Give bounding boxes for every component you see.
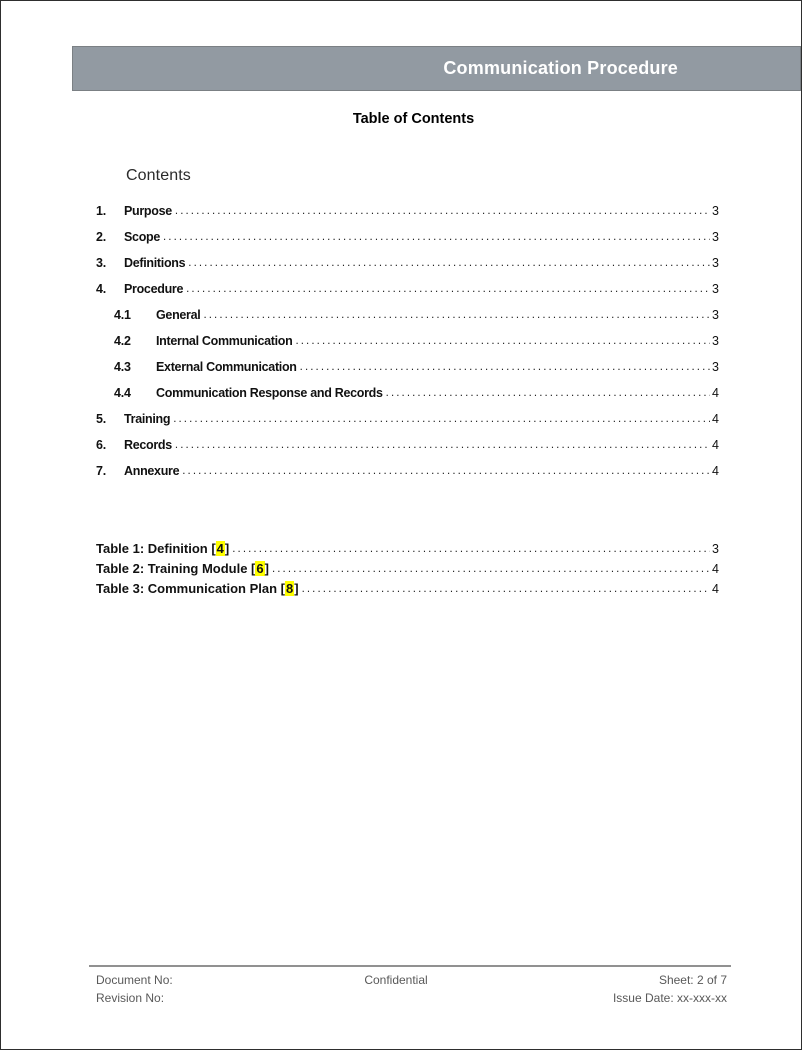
toc-entry[interactable] [96,296,719,322]
toc-entry-page: 4 [712,386,719,400]
toc-entry-page: 3 [712,256,719,270]
toc-entry-page: 4 [712,464,719,478]
toc-entry-number: 7. [96,464,107,478]
table-caption-ref-highlight: 6 [256,561,264,576]
document-no-label: Document No: [96,973,173,987]
toc-list [96,192,719,478]
toc-entry-page: 3 [712,308,719,322]
issue-date-label: Issue Date: xx-xxx-xx [612,991,727,1005]
toc-leader-dots [175,205,710,217]
toc-entry-label: Records [124,438,172,452]
page-footer [89,965,731,1007]
toc-entry-page: 3 [712,204,719,218]
toc-entry-number: 6. [96,438,107,452]
table-caption-ref-highlight: 4 [216,541,224,556]
table-caption-bracket-close: ] [224,541,230,556]
table-caption-entry[interactable] [96,576,719,596]
toc-entry[interactable] [96,452,719,478]
toc-entry-page: 4 [712,438,719,452]
table-caption-label: Table 3: Communication Plan [ [96,581,286,596]
toc-leader-dots [386,387,710,399]
toc-leader-dots [203,309,710,321]
table-caption-bracket-close: ] [294,581,299,596]
toc-entry-number: 4. [96,282,107,296]
toc-entry-label: Internal Communication [156,334,293,348]
toc-entry-number: 1. [96,204,107,218]
footer-center [290,971,502,1007]
document-title: Communication Procedure [443,58,678,78]
toc-entry-number: 4.1 [114,308,131,322]
toc-entry-page: 3 [712,360,719,374]
toc-entry-number: 3. [96,256,107,270]
toc-entry[interactable] [96,192,719,218]
toc-entry[interactable] [96,348,719,374]
revision-no-label: Revision No: [96,991,165,1005]
footer-left [89,971,304,1007]
toc-entry[interactable] [96,244,719,270]
toc-entry-number: 5. [96,412,107,426]
toc-entry-label: Definitions [124,256,186,270]
toc-leader-dots [173,413,710,425]
toc-entry-number: 2. [96,230,107,244]
confidential-label: Confidential [364,973,428,987]
toc-entry-label: Procedure [124,282,184,296]
toc-leader-dots [232,543,710,555]
table-caption-ref-highlight: 8 [286,581,294,596]
toc-entry-label: External Communication [156,360,297,374]
table-caption-entry[interactable] [96,556,719,576]
toc-entry-label: General [156,308,201,322]
toc-page-title: Table of Contents [352,111,475,127]
table-captions-list [96,536,719,596]
table-caption-bracket-close: ] [264,561,269,576]
toc-entry[interactable] [96,374,719,400]
toc-entry-label: Annexure [124,464,180,478]
toc-entry[interactable] [96,218,719,244]
toc-entry-page: 3 [712,282,719,296]
toc-entry-label: Training [124,412,171,426]
toc-entry[interactable] [96,400,719,426]
toc-leader-dots [295,335,710,347]
toc-entry-number: 4.2 [114,334,131,348]
table-caption-entry[interactable] [96,536,719,556]
table-caption-label: Table 1: Definition [ [96,541,216,556]
header-banner [72,46,801,91]
toc-leader-dots [300,361,710,373]
toc-entry[interactable] [96,426,719,452]
table-caption-page: 3 [712,542,719,556]
toc-entry[interactable] [96,322,719,348]
toc-leader-dots [182,465,710,477]
table-caption-page: 4 [712,582,719,596]
toc-leader-dots [186,283,710,295]
toc-leader-dots [163,231,710,243]
toc-entry[interactable] [96,270,719,296]
toc-leader-dots [188,257,710,269]
toc-leader-dots [302,583,710,595]
toc-entry-number: 4.3 [114,360,131,374]
contents-heading: Contents [126,167,191,184]
toc-entry-label: Purpose [124,204,172,218]
toc-leader-dots [272,563,710,575]
footer-right [516,971,731,1007]
toc-entry-page: 4 [712,412,719,426]
toc-leader-dots [175,439,710,451]
sheet-label: Sheet: 2 of 7 [658,973,727,987]
table-caption-page: 4 [712,562,719,576]
table-caption-label: Table 2: Training Module [ [96,561,256,576]
toc-entry-number: 4.4 [114,386,131,400]
toc-entry-label: Communication Response and Records [156,386,383,400]
toc-entry-page: 3 [712,334,719,348]
toc-entry-page: 3 [712,230,719,244]
toc-entry-label: Scope [124,230,161,244]
